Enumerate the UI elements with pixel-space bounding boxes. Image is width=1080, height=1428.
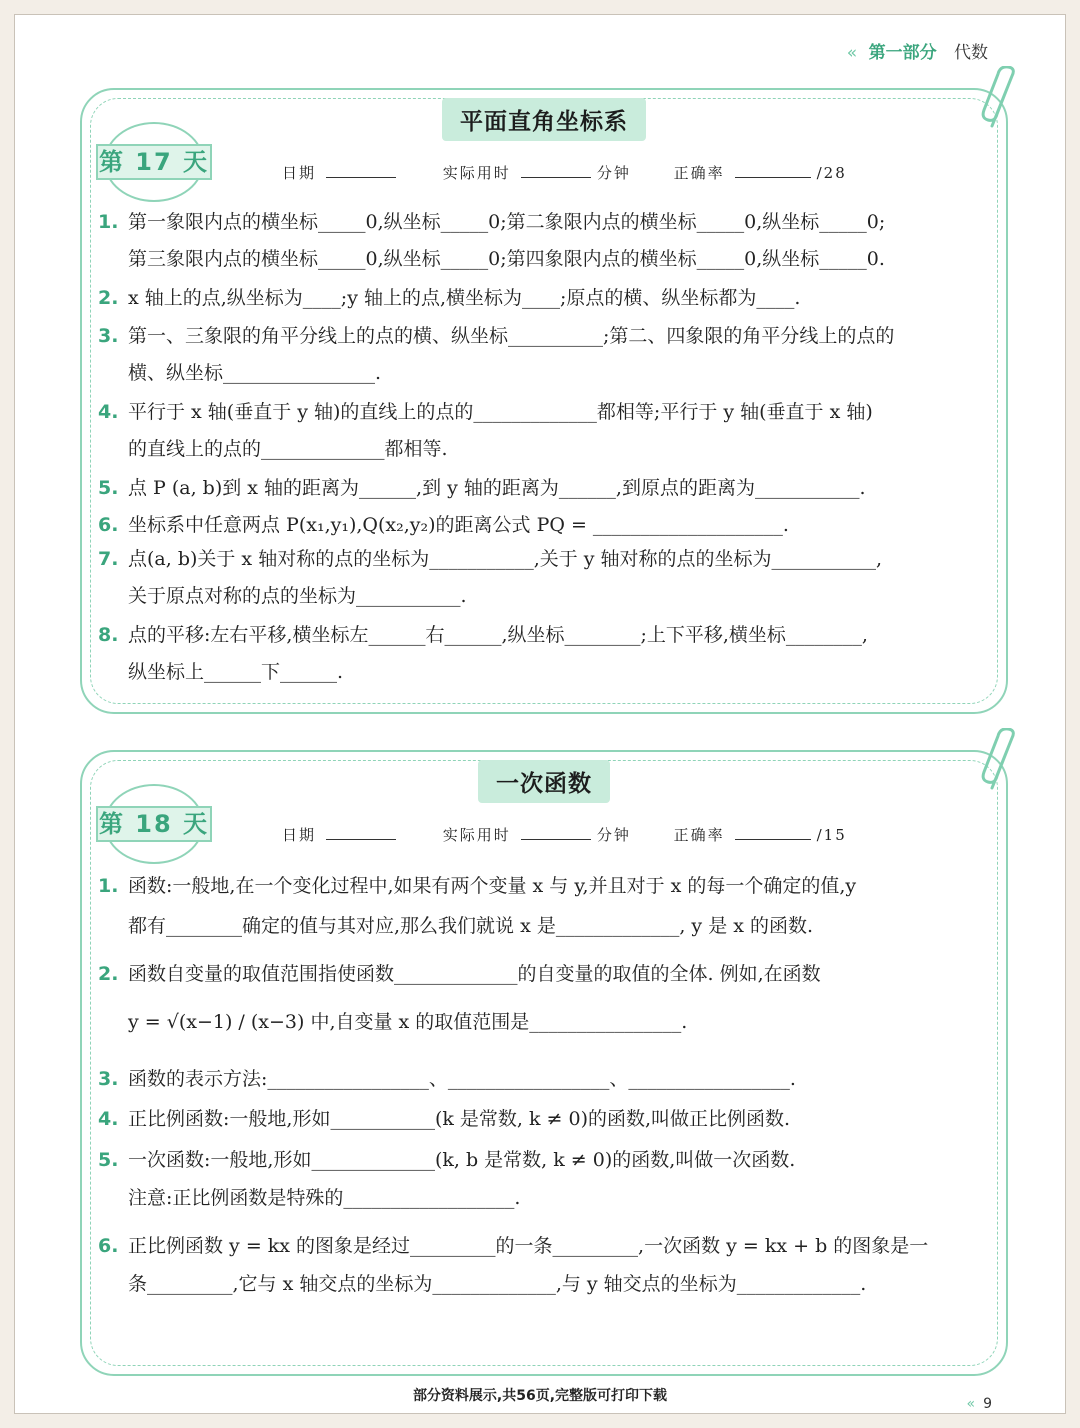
question-number: 3. bbox=[98, 325, 119, 347]
question-text: 第一、三象限的角平分线上的点的横、纵坐标__________;第二、四象限的角平分线上的点的 bbox=[128, 325, 895, 347]
question-text: 第一象限内点的横坐标_____0,纵坐标_____0;第二象限内点的横坐标_____0,纵坐标_____0; bbox=[128, 211, 886, 233]
question-number: 4. bbox=[98, 401, 119, 423]
question-number: 5. bbox=[98, 477, 119, 499]
question-text: 纵坐标上______下______. bbox=[128, 661, 344, 683]
question-line bbox=[98, 868, 990, 905]
question-number: 5. bbox=[98, 1149, 119, 1171]
time-label: 实际用时 bbox=[442, 164, 511, 182]
accuracy-label: 正确率 bbox=[673, 164, 725, 182]
question-text: x 轴上的点,纵坐标为____;y 轴上的点,横坐标为____;原点的横、纵坐标都为____. bbox=[128, 287, 801, 309]
question-text: 第三象限内点的横坐标_____0,纵坐标_____0;第四象限内点的横坐标_____0,纵坐标_____0. bbox=[128, 248, 885, 270]
question-text: 的直线上的点的_____________都相等. bbox=[128, 438, 448, 460]
question-text: 坐标系中任意两点 P(x₁,y₁),Q(x₂,y₂)的距离公式 PQ = ____________________. bbox=[128, 514, 789, 536]
question-text: 正比例函数 y = kx 的图象是经过_________的一条_________,一次函数 y = kx + b 的图象是一 bbox=[128, 1235, 929, 1257]
day-17-card bbox=[80, 88, 1008, 714]
question-number: 2. bbox=[98, 287, 119, 309]
day-badge bbox=[96, 122, 214, 202]
subject-label: 代数 bbox=[954, 43, 988, 63]
time-unit: 分钟 bbox=[596, 826, 631, 844]
question-text: 点的平移:左右平移,横坐标左______右______,纵坐标________;上下平移,横坐标________, bbox=[128, 624, 868, 646]
question-number: 2. bbox=[98, 963, 119, 985]
question-text: 都有________确定的值与其对应,那么我们就说 x 是_____________, y 是 x 的函数. bbox=[128, 915, 814, 937]
question-line bbox=[98, 507, 990, 544]
question-text: 注意:正比例函数是特殊的__________________. bbox=[128, 1187, 521, 1209]
page-number-value: 9 bbox=[983, 1396, 992, 1412]
question-line bbox=[98, 654, 990, 691]
question-number: 4. bbox=[98, 1108, 119, 1130]
date-label: 日期 bbox=[282, 164, 317, 182]
question-text: 正比例函数:一般地,形如___________(k 是常数, k ≠ 0)的函数,叫做正比例函数. bbox=[128, 1108, 791, 1130]
question-text: 横、纵坐标________________. bbox=[128, 362, 382, 384]
question-number: 1. bbox=[98, 211, 119, 233]
day-badge-label: 第 18 天 bbox=[96, 806, 212, 842]
question-line bbox=[98, 1266, 990, 1303]
chevron-icon: « bbox=[966, 1396, 976, 1412]
question-line bbox=[98, 1142, 990, 1179]
question-line bbox=[98, 578, 990, 615]
question-text: 关于原点对称的点的坐标为___________. bbox=[128, 585, 467, 607]
question-text: 条_________,它与 x 轴交点的坐标为_____________,与 y 轴交点的坐标为_____________. bbox=[128, 1273, 867, 1295]
question-number: 6. bbox=[98, 1235, 119, 1257]
question-line bbox=[98, 617, 990, 654]
question-line bbox=[98, 241, 990, 278]
date-label: 日期 bbox=[282, 826, 317, 844]
day-badge-label: 第 17 天 bbox=[96, 144, 212, 180]
question-text: 函数自变量的取值范围指使函数_____________的自变量的取值的全体. 例如,在函数 bbox=[128, 963, 821, 985]
question-line bbox=[98, 1180, 990, 1217]
question-line bbox=[98, 1101, 990, 1138]
section-header bbox=[847, 38, 988, 63]
question-text: 点 P (a, b)到 x 轴的距离为______,到 y 轴的距离为______,到原点的距离为___________. bbox=[128, 477, 866, 499]
question-line bbox=[98, 1061, 990, 1098]
accuracy-label: 正确率 bbox=[673, 826, 725, 844]
question-line bbox=[98, 541, 990, 578]
page-number bbox=[967, 1396, 993, 1412]
chevron-icon: « bbox=[846, 43, 858, 63]
footer-note: 部分资料展示,共56页,完整版可打印下载 bbox=[412, 1388, 668, 1404]
meta-row bbox=[282, 162, 853, 183]
question-text: 函数的表示方法:_________________、_________________、_________________. bbox=[128, 1068, 796, 1090]
time-unit: 分钟 bbox=[596, 164, 631, 182]
part-label: 第一部分 bbox=[868, 43, 937, 63]
question-number: 1. bbox=[98, 875, 119, 897]
question-number: 6. bbox=[98, 514, 119, 536]
accuracy-total: /28 bbox=[816, 164, 847, 182]
question-line bbox=[98, 204, 990, 241]
day-badge bbox=[96, 784, 214, 864]
paperclip-icon bbox=[980, 66, 1020, 130]
question-line bbox=[98, 470, 990, 507]
question-line bbox=[98, 355, 990, 392]
question-line bbox=[98, 431, 990, 468]
question-line bbox=[98, 280, 990, 317]
question-text: 函数:一般地,在一个变化过程中,如果有两个变量 x 与 y,并且对于 x 的每一个确定的值,y bbox=[128, 875, 857, 897]
question-line bbox=[98, 1228, 990, 1265]
question-line bbox=[98, 956, 990, 993]
question-line bbox=[98, 318, 990, 355]
question-text: 点(a, b)关于 x 轴对称的点的坐标为___________,关于 y 轴对称的点的坐标为___________, bbox=[128, 548, 883, 570]
card-title: 一次函数 bbox=[478, 760, 610, 803]
question-line bbox=[98, 908, 990, 945]
question-number: 3. bbox=[98, 1068, 119, 1090]
card-title: 平面直角坐标系 bbox=[442, 98, 646, 141]
time-label: 实际用时 bbox=[442, 826, 511, 844]
accuracy-total: /15 bbox=[816, 826, 847, 844]
question-text: y = √(x−1) / (x−3) 中,自变量 x 的取值范围是________________. bbox=[128, 1011, 688, 1033]
meta-row bbox=[282, 824, 853, 845]
question-number: 8. bbox=[98, 624, 119, 646]
question-line bbox=[98, 394, 990, 431]
paperclip-icon bbox=[980, 728, 1020, 792]
question-text: 一次函数:一般地,形如_____________(k, b 是常数, k ≠ 0)的函数,叫做一次函数. bbox=[128, 1149, 796, 1171]
question-line bbox=[98, 1004, 990, 1041]
question-text: 平行于 x 轴(垂直于 y 轴)的直线上的点的_____________都相等;平行于 y 轴(垂直于 x 轴) bbox=[128, 401, 873, 423]
day-18-card bbox=[80, 750, 1008, 1376]
question-number: 7. bbox=[98, 548, 119, 570]
